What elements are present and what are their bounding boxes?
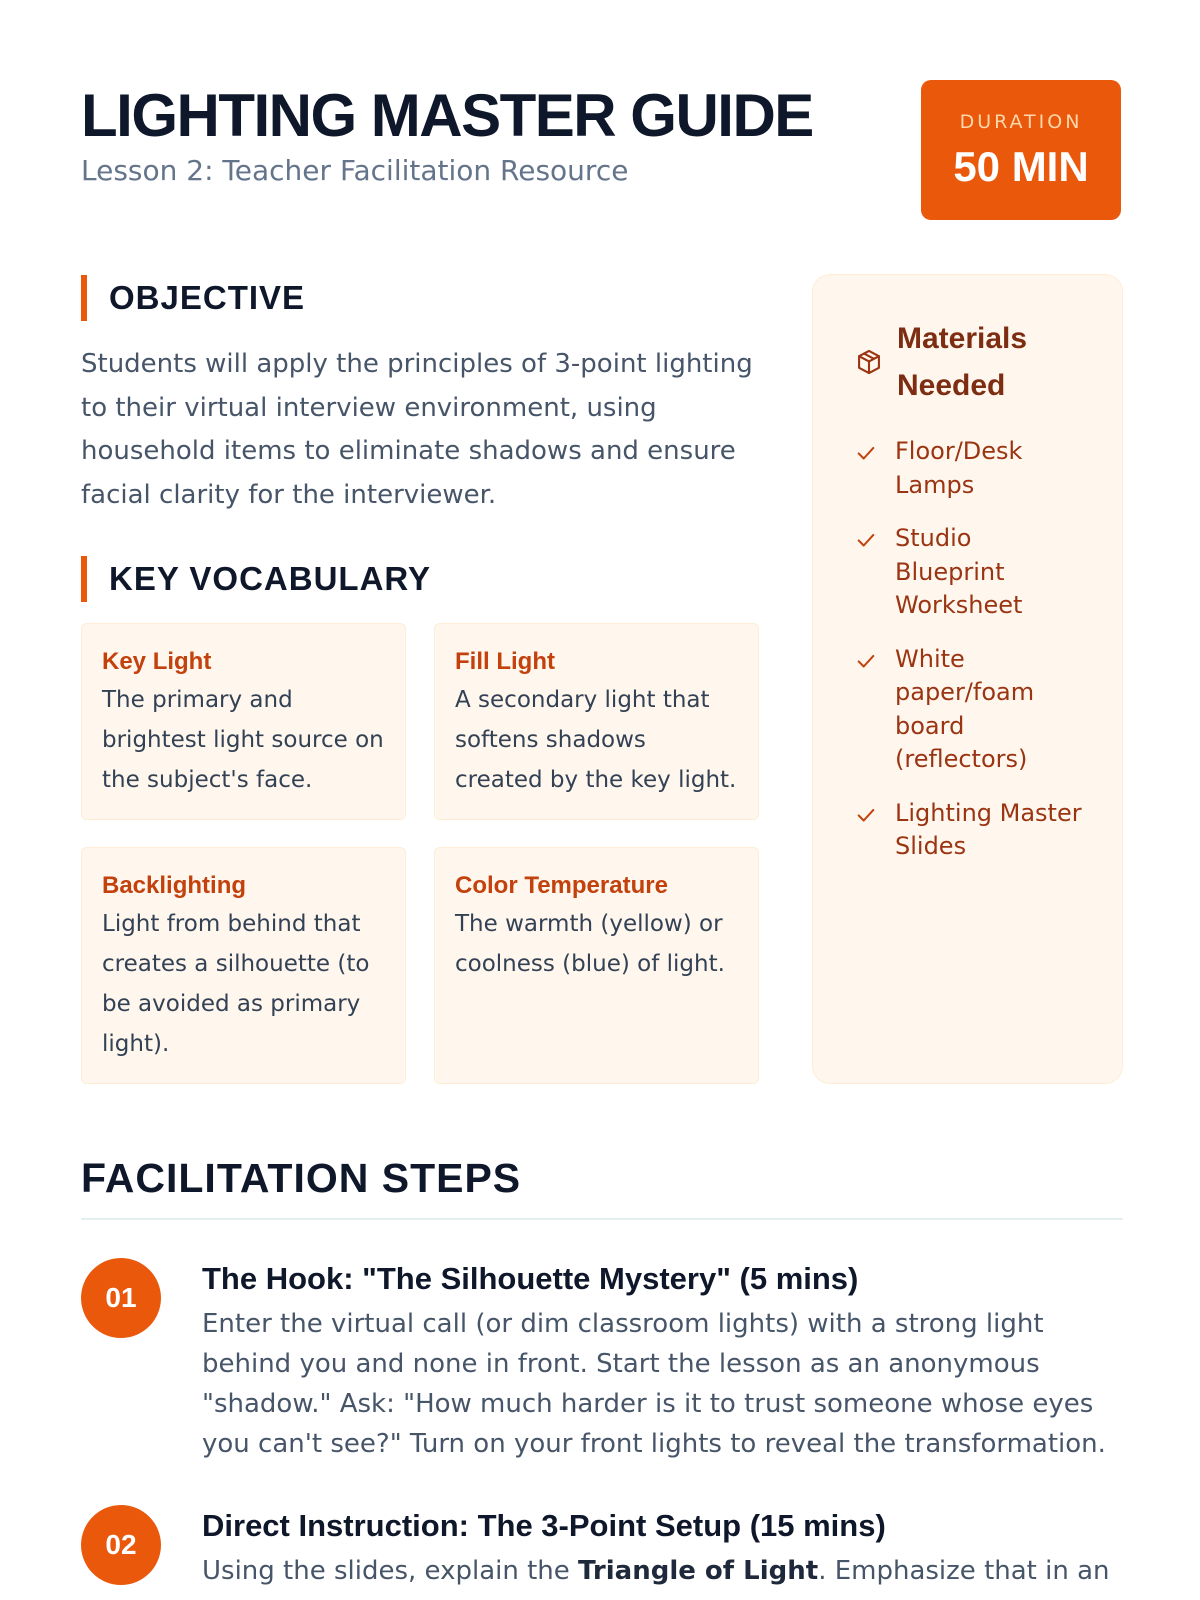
steps-heading: FACILITATION STEPS xyxy=(81,1155,522,1201)
check-icon xyxy=(855,804,877,826)
vocab-definition: The warmth (yellow) or coolness (blue) of light. xyxy=(455,911,725,977)
objective-heading: OBJECTIVE xyxy=(81,275,305,321)
duration-value: 50 MIN xyxy=(953,143,1089,190)
materials-panel xyxy=(812,274,1123,1084)
vocab-definition: The primary and brightest light source on the subject's face. xyxy=(102,687,384,793)
box-icon xyxy=(855,348,883,376)
vocabulary-heading: KEY VOCABULARY xyxy=(81,556,431,602)
vocab-term: Key Light xyxy=(102,648,212,675)
step-title: The Hook: "The Silhouette Mystery" (5 mins) xyxy=(202,1261,859,1296)
list-item xyxy=(855,797,1102,864)
page-header xyxy=(81,80,1121,220)
duration-badge xyxy=(921,80,1121,220)
duration-label: DURATION xyxy=(959,111,1083,133)
vocab-card-backlighting xyxy=(81,847,406,1084)
check-icon xyxy=(855,442,877,464)
step-number-badge: 02 xyxy=(81,1505,161,1585)
list-item xyxy=(855,435,1102,502)
check-icon xyxy=(855,529,877,551)
vocab-card-key-light xyxy=(81,623,406,820)
vocab-definition: A secondary light that softens shadows created by the key light. xyxy=(455,687,737,793)
objective-text: Students will apply the principles of 3-point lighting to their virtual interview environment, using household items to eliminate shadows and ensure facial clarity for the interviewer. xyxy=(81,349,753,510)
vocab-term: Backlighting xyxy=(102,872,247,899)
page-title: LIGHTING MASTER GUIDE xyxy=(81,82,813,149)
step-title: Direct Instruction: The 3-Point Setup (15 mins) xyxy=(202,1508,886,1543)
divider xyxy=(81,1218,1123,1220)
list-item xyxy=(855,522,1102,623)
vocab-card-fill-light xyxy=(434,623,759,820)
step-text xyxy=(202,1551,1123,1591)
vocab-definition: Light from behind that creates a silhouette (to be avoided as primary light). xyxy=(102,911,370,1057)
step-body xyxy=(202,1505,1123,1591)
materials-header xyxy=(855,315,1102,409)
step-text: Enter the virtual call (or dim classroom lights) with a strong light behind you and none in front. Start the lesson as an anonymous "shadow." Ask: "How much harder is it to trust someone whose eyes you can't see?" Turn on your front lights to reveal the transformation. xyxy=(202,1309,1106,1459)
list-item xyxy=(855,643,1102,777)
step-text-emphasis: Triangle of Light xyxy=(578,1556,819,1586)
step-number-badge: 01 xyxy=(81,1258,161,1338)
materials-list xyxy=(855,435,1102,864)
page-subtitle: Lesson 2: Teacher Facilitation Resource xyxy=(81,154,629,187)
step-text-part: Using the slides, explain the xyxy=(202,1556,579,1586)
material-label: Studio Blueprint Worksheet xyxy=(895,524,1023,619)
material-label: Floor/Desk Lamps xyxy=(895,437,1023,499)
check-icon xyxy=(855,650,877,672)
vocab-card-color-temperature xyxy=(434,847,759,1084)
material-label: White paper/foam board (reflectors) xyxy=(895,644,1035,773)
step-text-part: . Emphasize that in an xyxy=(818,1556,1110,1586)
vocab-term: Fill Light xyxy=(455,648,555,675)
material-label: Lighting Master Slides xyxy=(895,798,1082,860)
step-body xyxy=(202,1258,1123,1464)
materials-title: Materials Needed xyxy=(897,322,1028,402)
vocab-term: Color Temperature xyxy=(455,872,668,899)
